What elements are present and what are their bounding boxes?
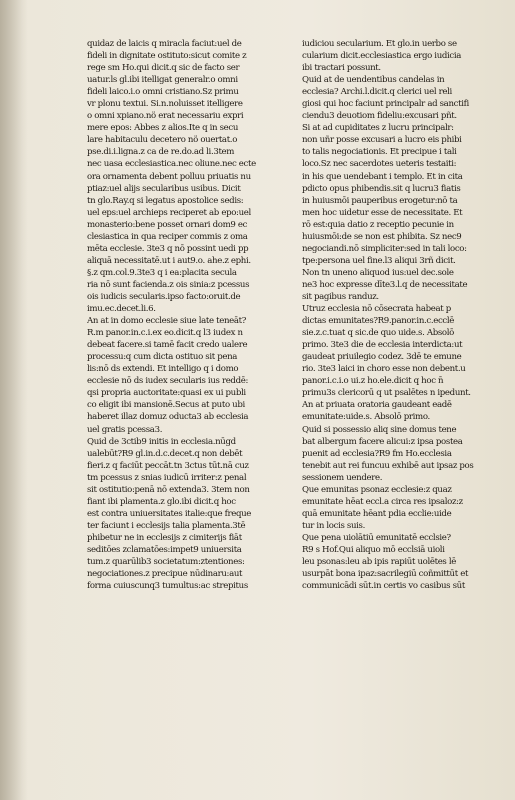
gutter-shadow <box>0 0 28 800</box>
text-line: dictas emunitates?R9.panor.in.c.ecclē <box>302 316 455 327</box>
text-line: fieri.z q faciūt peccāt.tn 3ctus tūt.nā cuz <box>87 460 249 471</box>
text-line: tm pcessus z snias iudicū irriter:z penal <box>87 472 247 483</box>
text-line: primu3s clericorū q ut psalētes n ipedunt. <box>302 388 471 399</box>
text-line: qsi propria auctoritate:quasi ex ui publi <box>87 388 246 399</box>
left-text-column <box>87 38 294 592</box>
text-line: fiant ibi plamenta.z glo.ibi dicit.q hoc <box>87 496 236 507</box>
text-line: Utruz ecclesia nō cōsecrata habeat p <box>302 304 451 315</box>
text-line: sie.z.c.tuat q sic.de quo uide.s. Absolō <box>302 328 454 339</box>
text-line: bat albergum facere alicui:z ipsa postea <box>302 436 463 447</box>
text-line: tpe:persona uel fine.l3 aliqui 3rñ dicit. <box>302 255 456 266</box>
text-line: pdicto opus phibendis.sit q lucru3 fiatis <box>302 183 461 194</box>
text-line: huiusmōi:de se non est phibita. Sz nec9 <box>302 231 462 242</box>
text-line: uel gratis pcessa3. <box>87 424 163 435</box>
text-line: sessionem uendere. <box>302 472 383 483</box>
text-line: uatur.ls gl.ibi itelligat generalr.o omni <box>87 75 238 86</box>
text-line: men hoc uidetur esse de necessitate. Et <box>302 207 463 218</box>
text-line: ecclesia? Archi.l.dicit.q clerici uel reli <box>302 87 452 98</box>
text-line: ualebūt?R9 gl.in.d.c.decet.q non debēt <box>87 448 243 459</box>
text-line: quā emunitate hēant pdia ecclie:uide <box>302 508 452 519</box>
text-line: loco.Sz nec sacerdotes ueteris testaiti: <box>302 159 457 170</box>
text-line: phibetur ne in ecclesijs z cimiterijs fiāt <box>87 532 242 543</box>
text-line: §.z qm.col.9.3te3 q i ea:placita secula <box>87 267 237 278</box>
text-line: debeat facere.si tamē facit credo ualere <box>87 340 248 351</box>
text-line: tn glo.Ray.q si legatus apostolice sedis: <box>87 195 244 206</box>
text-line: sit ostitutio:penā nō extenda3. 3tem non <box>87 484 250 495</box>
text-line: R.m panor.in.c.i.ex eo.dicit.q l3 iudex n <box>87 328 243 339</box>
text-line: Que emunitas psonaz ecclesie:z quaz <box>302 484 452 495</box>
text-line: lis:nō ds extendi. Et intelligo q i domo <box>87 364 239 375</box>
text-line: in huiusmōi pauperibus erogetur:nō ta <box>302 195 458 206</box>
text-line: ora ornamenta debent polluu priuatis nu <box>87 171 251 182</box>
text-line: Si at ad cupiditates z lucru principalr: <box>302 123 454 134</box>
text-line: fideli laico.i.o omni cristiano.Sz primu <box>87 87 239 98</box>
text-line: rege sm Ho.qui dicit.q sic de facto ser <box>87 63 240 74</box>
text-line: imu.ec.decet.li.6. <box>87 304 156 315</box>
text-line: giosi qui hoc faciunt principalr ad sanctifi <box>302 99 469 110</box>
text-line: haberet illaz domuz oducta3 ab ecclesia <box>87 412 249 423</box>
text-line: monasterio:bene posset ornari dom9 ec <box>87 219 248 230</box>
text-line: uel eps:uel archieps reciperet ab epo:uel <box>87 207 251 218</box>
text-line: seditōes zclamatōes:impet9 uniuersita <box>87 544 242 555</box>
text-line: aliquā necessitatē.ut i aut9.o. ahe.z ephi. <box>87 255 251 266</box>
text-line: rō est:quia datio z receptio pecunie in <box>302 219 454 230</box>
text-line: Quid de 3ctib9 initis in ecclesia.nūgd <box>87 436 236 447</box>
text-line: Quid at de uendentibus candelas in <box>302 75 445 86</box>
text-line: An at in domo ecclesie siue late teneāt? <box>87 316 247 327</box>
text-line: communicādi sūt.in certis vo casibus sūt <box>302 581 465 592</box>
text-line: primo. 3te3 die de ecclesia interdicta:ut <box>302 340 463 351</box>
text-line: pse.di.i.ligna.z ca de re.do.ad li.3tem <box>87 147 235 158</box>
text-line: cularium dicit.ecclesiastica ergo iudicia <box>302 51 462 62</box>
text-line: iudiciou secularium. Et glo.in uerbo se <box>302 39 457 49</box>
text-line: est contra uniuersitates italie:que freque <box>87 508 252 519</box>
text-line: forma cuiuscunq3 tumultus:ac strepitus <box>87 581 248 592</box>
text-line: negociationes.z precipue nūdinaru:aut <box>87 569 243 580</box>
text-line: Non tn uneno aliquod ius:uel dec.sole <box>302 267 454 278</box>
text-line: tenebit aut rei funcuu exhibē aut ipsaz pos <box>302 460 474 471</box>
text-line: R9 s Hof.Qui aliquo mō ecclsiā uioli <box>302 544 445 555</box>
text-line: in his que uendebant i templo. Et in cita <box>302 171 463 182</box>
text-line: lare habitaculu decetero nö ouertat.o <box>87 135 238 146</box>
text-line: processu:q cum dicta ostituo sit pena <box>87 352 238 363</box>
text-line: ecclesie nō ds iudex secularis ius reddē: <box>87 376 249 387</box>
text-line: ter faciunt i ecclesijs talia plamenta.3tē <box>87 520 246 531</box>
text-line: panor.i.c.i.o ui.z ho.ele.dicit q hoc n̄ <box>302 376 444 387</box>
text-line: negociandi.nō simpliciter:sed in tali loco: <box>302 243 467 254</box>
text-line: ptiaz:uel alijs secularibus usibus. Dicit <box>87 183 241 194</box>
text-line: sit pagibus randuz. <box>302 291 379 302</box>
text-line: gaudeat priuilegio codez. 3dē te emune <box>302 352 462 363</box>
text-line: quidaz de laicis q miracla faciut:uel de <box>87 39 242 49</box>
text-line: An at priuata oratoria gaudeant eadē <box>302 400 452 411</box>
text-line: emunitate hēat eccl.a circa res ipsaloz:z <box>302 496 463 507</box>
text-line: vr plonu textui. Si.n.noluisset itelligere <box>87 99 243 110</box>
text-line: Quid si possessio aliq sine domus tene <box>302 424 457 435</box>
text-line: ne3 hoc expresse dīte3.l.q de necessitate <box>302 279 468 290</box>
text-line: nec uasa ecclesiastica.nec oliune.nec ecte <box>87 159 256 170</box>
text-line: tum.z quarūlib3 societatum:ztentiones: <box>87 557 245 568</box>
text-line: emunitate:uide.s. Absolō primo. <box>302 412 430 423</box>
text-line: mere epos: Abbes z alios.Ite q in secu <box>87 123 239 134</box>
text-line: non uñr posse excusari a lucro eis phibi <box>302 135 462 146</box>
text-line: to talis negociationis. Et precipue i tali <box>302 147 457 158</box>
text-line: mēta ecclesie. 3te3 q nō possint uedi pp <box>87 243 249 254</box>
text-line: o omni xpiano.nö erat necessariu expri <box>87 111 244 122</box>
text-line: ciendu3 deuotiom fideliu:excusari pñt. <box>302 111 457 122</box>
text-line: tur in locis suis. <box>302 520 366 531</box>
text-line: ois iudicis secularis.ipso facto:oruit.de <box>87 291 241 302</box>
text-line: fideli in dignitate ostituto:sicut comite z <box>87 51 247 62</box>
text-line: leu psonas:leu ab ipis rapiūt uolētes lē <box>302 557 457 568</box>
text-line: rio. 3te3 laici in choro esse non debent.u <box>302 364 466 375</box>
text-line: ibi tractari possunt. <box>302 63 381 74</box>
text-line: clesiastica in qua reciper commis z oma <box>87 231 248 242</box>
right-text-column <box>302 38 515 592</box>
text-line: ria nō sunt facienda.z ois sinia:z pcessus <box>87 279 250 290</box>
text-line: Que pena uiolātiū emunitatē ecclsie? <box>302 532 451 543</box>
text-line: puenit ad ecclesia?R9 fm Ho.ecclesia <box>302 448 452 459</box>
text-line: usurpāt bona ipaz:sacrilegiū coñmittūt et <box>302 569 469 580</box>
text-line: co eligit ibi mansionē.Secus at puto ubi <box>87 400 245 411</box>
